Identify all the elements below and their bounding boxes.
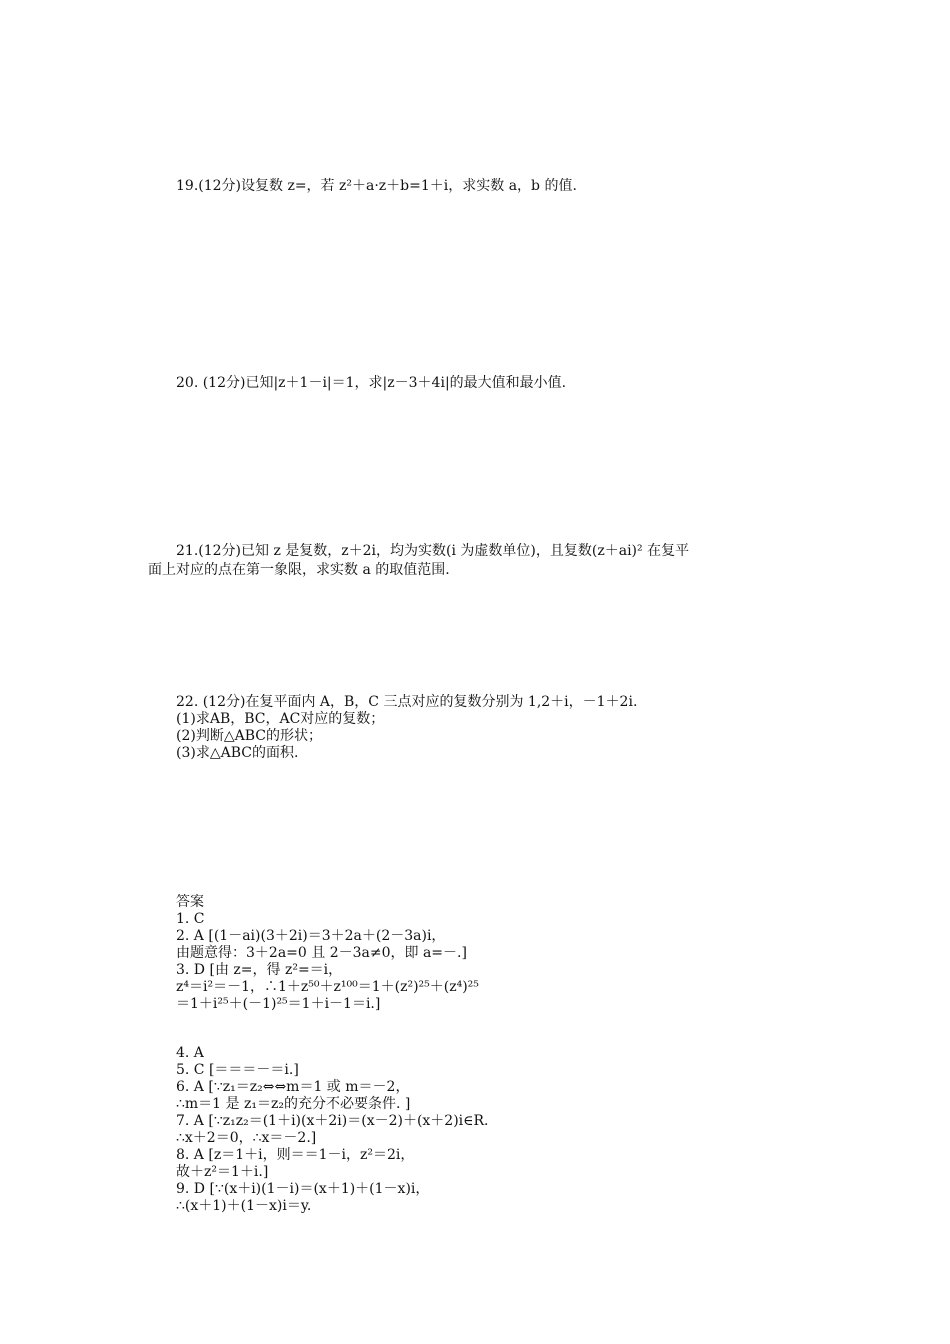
- answer-line: 2. A [(1－ai)(3＋2i)＝3＋2a＋(2－3a)i，: [176, 928, 446, 944]
- answer-line: 6. A [∵z₁＝z₂⇔⇔m＝1 或 m＝－2，: [176, 1079, 410, 1095]
- answer-line: 故＋z²＝1＋i.]: [176, 1164, 269, 1180]
- answer-line: ＝1＋i²⁵＋(－1)²⁵＝1＋i－1＝i.]: [176, 996, 381, 1012]
- answer-line: 3. D [由 z=，得 z²=＝i，: [176, 962, 343, 978]
- question-21-line-1: 21.(12分)已知 z 是复数，z＋2i，均为实数(i 为虚数单位)，且复数(z＋ai)² 在复平: [176, 543, 690, 559]
- answer-line: 5. C [＝＝＝－＝i.]: [176, 1062, 299, 1078]
- answer-line: ∴m＝1 是 z₁＝z₂的充分不必要条件. ]: [176, 1096, 411, 1112]
- answer-line: 7. A [∵z₁z₂＝(1＋i)(x＋2i)＝(x－2)＋(x＋2)i∈R.: [176, 1113, 489, 1129]
- answer-line: 1. C: [176, 911, 205, 927]
- question-22-line-2: (1)求AB，BC，AC对应的复数；: [176, 711, 385, 727]
- answer-line: 8. A [z＝1＋i，则＝＝1－i，z²＝2i，: [176, 1147, 415, 1163]
- question-22-line-1: 22. (12分)在复平面内 A，B，C 三点对应的复数分别为 1,2＋i，－1＋2i.: [176, 694, 638, 710]
- question-20: 20. (12分)已知|z＋1－i|＝1，求|z－3＋4i|的最大值和最小值.: [176, 375, 567, 391]
- question-21-line-2: 面上对应的点在第一象限，求实数 a 的取值范围.: [148, 562, 450, 578]
- question-19: 19.(12分)设复数 z=，若 z²＋a·z＋b=1＋i，求实数 a，b 的值.: [176, 178, 577, 194]
- answer-line: 由题意得：3＋2a=0 且 2－3a≠0，即 a=－.]: [176, 945, 467, 961]
- answer-line: 9. D [∵(x＋i)(1－i)＝(x＋1)＋(1－x)i，: [176, 1181, 430, 1197]
- answer-line: 4. A: [176, 1045, 204, 1061]
- question-22-line-4: (3)求△ABC的面积.: [176, 745, 299, 761]
- answer-line: z⁴＝i²＝－1，∴1＋z⁵⁰＋z¹⁰⁰＝1＋(z²)²⁵＋(z⁴)²⁵: [176, 979, 479, 995]
- answer-line: ∴(x＋1)＋(1－x)i＝y.: [176, 1198, 312, 1214]
- question-22-line-3: (2)判断△ABC的形状；: [176, 728, 322, 744]
- answers-heading: 答案: [176, 894, 204, 910]
- answer-line: ∴x＋2＝0，∴x＝－2.]: [176, 1130, 317, 1146]
